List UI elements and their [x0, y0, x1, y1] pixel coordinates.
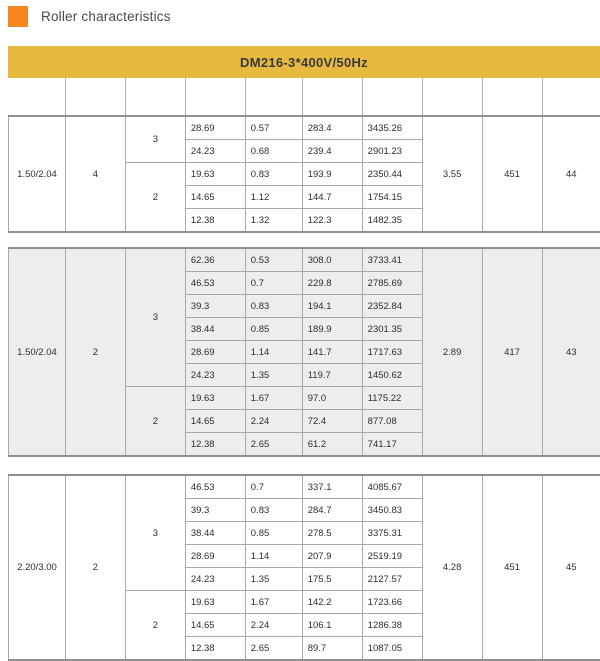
- value-cell-2: 2.65: [245, 433, 302, 457]
- value-cell-2: 1.67: [245, 591, 302, 614]
- group-cell: 3: [125, 248, 185, 387]
- value-cell-2: 2.24: [245, 410, 302, 433]
- value-cell-1: 24.23: [185, 364, 245, 387]
- header-cell: [185, 78, 245, 115]
- value-cell-2: 1.32: [245, 209, 302, 233]
- value-cell-3: 189.9: [302, 318, 362, 341]
- value-cell-1: 28.69: [185, 341, 245, 364]
- group-cell: 2: [125, 387, 185, 457]
- value-cell-4: 2785.69: [362, 272, 422, 295]
- value-cell-1: 14.65: [185, 614, 245, 637]
- summary-cell-2: 451: [482, 475, 542, 660]
- value-cell-2: 1.67: [245, 387, 302, 410]
- value-cell-3: 337.1: [302, 475, 362, 499]
- value-cell-2: 0.85: [245, 522, 302, 545]
- value-cell-1: 19.63: [185, 163, 245, 186]
- header-cell: [422, 78, 482, 115]
- value-cell-3: 106.1: [302, 614, 362, 637]
- value-cell-2: 0.83: [245, 295, 302, 318]
- table-row: [9, 248, 600, 272]
- header-cell: [65, 78, 125, 115]
- value-cell-3: 278.5: [302, 522, 362, 545]
- value-cell-4: 741.17: [362, 433, 422, 457]
- value-cell-4: 1175.22: [362, 387, 422, 410]
- header-cell: [362, 78, 422, 115]
- value-cell-3: 229.8: [302, 272, 362, 295]
- value-cell-3: 239.4: [302, 140, 362, 163]
- value-cell-3: 284.7: [302, 499, 362, 522]
- value-cell-4: 3375.31: [362, 522, 422, 545]
- value-cell-1: 14.65: [185, 410, 245, 433]
- value-cell-4: 1717.63: [362, 341, 422, 364]
- value-cell-3: 119.7: [302, 364, 362, 387]
- value-cell-4: 877.08: [362, 410, 422, 433]
- value-cell-4: 2519.19: [362, 545, 422, 568]
- value-cell-1: 28.69: [185, 545, 245, 568]
- value-cell-3: 193.9: [302, 163, 362, 186]
- value-cell-2: 1.14: [245, 545, 302, 568]
- value-cell-4: 2901.23: [362, 140, 422, 163]
- value-cell-4: 3435.26: [362, 116, 422, 140]
- section-gap: [0, 233, 600, 247]
- header-cell: [482, 78, 542, 115]
- value-cell-1: 62.36: [185, 248, 245, 272]
- value-cell-1: 38.44: [185, 318, 245, 341]
- value-cell-2: 0.7: [245, 272, 302, 295]
- value-cell-4: 1754.15: [362, 186, 422, 209]
- value-cell-2: 1.14: [245, 341, 302, 364]
- value-cell-3: 194.1: [302, 295, 362, 318]
- ratio-cell: 2.20/3.00: [9, 475, 66, 660]
- poles-cell: 4: [65, 116, 125, 232]
- roller-characteristics-table: [0, 78, 600, 661]
- value-cell-2: 2.65: [245, 637, 302, 661]
- value-cell-3: 141.7: [302, 341, 362, 364]
- group-cell: 2: [125, 591, 185, 661]
- value-cell-1: 24.23: [185, 140, 245, 163]
- summary-cell-1: 2.89: [422, 248, 482, 456]
- value-cell-3: 175.5: [302, 568, 362, 591]
- value-cell-4: 2352.84: [362, 295, 422, 318]
- header-cell: [125, 78, 185, 115]
- value-cell-1: 39.3: [185, 499, 245, 522]
- value-cell-2: 1.35: [245, 568, 302, 591]
- value-cell-1: 19.63: [185, 387, 245, 410]
- value-cell-3: 61.2: [302, 433, 362, 457]
- value-cell-3: 207.9: [302, 545, 362, 568]
- value-cell-1: 12.38: [185, 637, 245, 661]
- value-cell-1: 39.3: [185, 295, 245, 318]
- header-cell: [8, 78, 65, 115]
- value-cell-3: 283.4: [302, 116, 362, 140]
- poles-cell: 2: [65, 248, 125, 456]
- value-cell-4: 1286.38: [362, 614, 422, 637]
- value-cell-3: 72.4: [302, 410, 362, 433]
- model-header-label: DM216-3*400V/50Hz: [240, 55, 368, 70]
- value-cell-3: 144.7: [302, 186, 362, 209]
- value-cell-4: 2301.35: [362, 318, 422, 341]
- header-cell: [542, 78, 600, 115]
- value-cell-1: 12.38: [185, 433, 245, 457]
- value-cell-4: 1450.62: [362, 364, 422, 387]
- value-cell-4: 2350.44: [362, 163, 422, 186]
- table-header-row: [8, 78, 600, 115]
- value-cell-2: 0.83: [245, 163, 302, 186]
- value-cell-2: 0.7: [245, 475, 302, 499]
- value-cell-3: 308.0: [302, 248, 362, 272]
- page-title-row: [0, 0, 600, 27]
- summary-cell-2: 451: [482, 116, 542, 232]
- summary-cell-3: 43: [542, 248, 600, 456]
- summary-cell-1: 4.28: [422, 475, 482, 660]
- value-cell-4: 2127.57: [362, 568, 422, 591]
- value-cell-3: 142.2: [302, 591, 362, 614]
- section-gap: [0, 457, 600, 474]
- value-cell-4: 1482.35: [362, 209, 422, 233]
- summary-cell-3: 45: [542, 475, 600, 660]
- group-cell: 3: [125, 116, 185, 163]
- model-header-bar: [8, 46, 600, 78]
- value-cell-4: 1087.05: [362, 637, 422, 661]
- header-cell: [245, 78, 302, 115]
- value-cell-4: 4085.67: [362, 475, 422, 499]
- value-cell-1: 46.53: [185, 272, 245, 295]
- value-cell-3: 89.7: [302, 637, 362, 661]
- value-cell-1: 14.65: [185, 186, 245, 209]
- header-cell: [302, 78, 362, 115]
- summary-cell-1: 3.55: [422, 116, 482, 232]
- ratio-cell: 1.50/2.04: [9, 116, 66, 232]
- value-cell-4: 3733.41: [362, 248, 422, 272]
- roller-table-section-3: [8, 474, 600, 661]
- value-cell-2: 0.83: [245, 499, 302, 522]
- roller-table-section-1: [8, 115, 600, 233]
- value-cell-2: 0.53: [245, 248, 302, 272]
- value-cell-2: 0.68: [245, 140, 302, 163]
- value-cell-2: 1.35: [245, 364, 302, 387]
- value-cell-1: 38.44: [185, 522, 245, 545]
- summary-cell-3: 44: [542, 116, 600, 232]
- value-cell-2: 0.57: [245, 116, 302, 140]
- value-cell-2: 2.24: [245, 614, 302, 637]
- value-cell-3: 122.3: [302, 209, 362, 233]
- group-cell: 2: [125, 163, 185, 233]
- value-cell-1: 46.53: [185, 475, 245, 499]
- page-title: Roller characteristics: [41, 9, 171, 24]
- summary-cell-2: 417: [482, 248, 542, 456]
- poles-cell: 2: [65, 475, 125, 660]
- roller-table-section-2: [8, 247, 600, 457]
- table-row: [9, 116, 600, 140]
- value-cell-4: 3450.83: [362, 499, 422, 522]
- value-cell-4: 1723.66: [362, 591, 422, 614]
- value-cell-1: 24.23: [185, 568, 245, 591]
- value-cell-2: 0.85: [245, 318, 302, 341]
- group-cell: 3: [125, 475, 185, 591]
- value-cell-2: 1.12: [245, 186, 302, 209]
- value-cell-1: 19.63: [185, 591, 245, 614]
- value-cell-3: 97.0: [302, 387, 362, 410]
- ratio-cell: 1.50/2.04: [9, 248, 66, 456]
- value-cell-1: 12.38: [185, 209, 245, 233]
- section-marker-icon: [8, 6, 28, 27]
- table-row: [9, 475, 600, 499]
- value-cell-1: 28.69: [185, 116, 245, 140]
